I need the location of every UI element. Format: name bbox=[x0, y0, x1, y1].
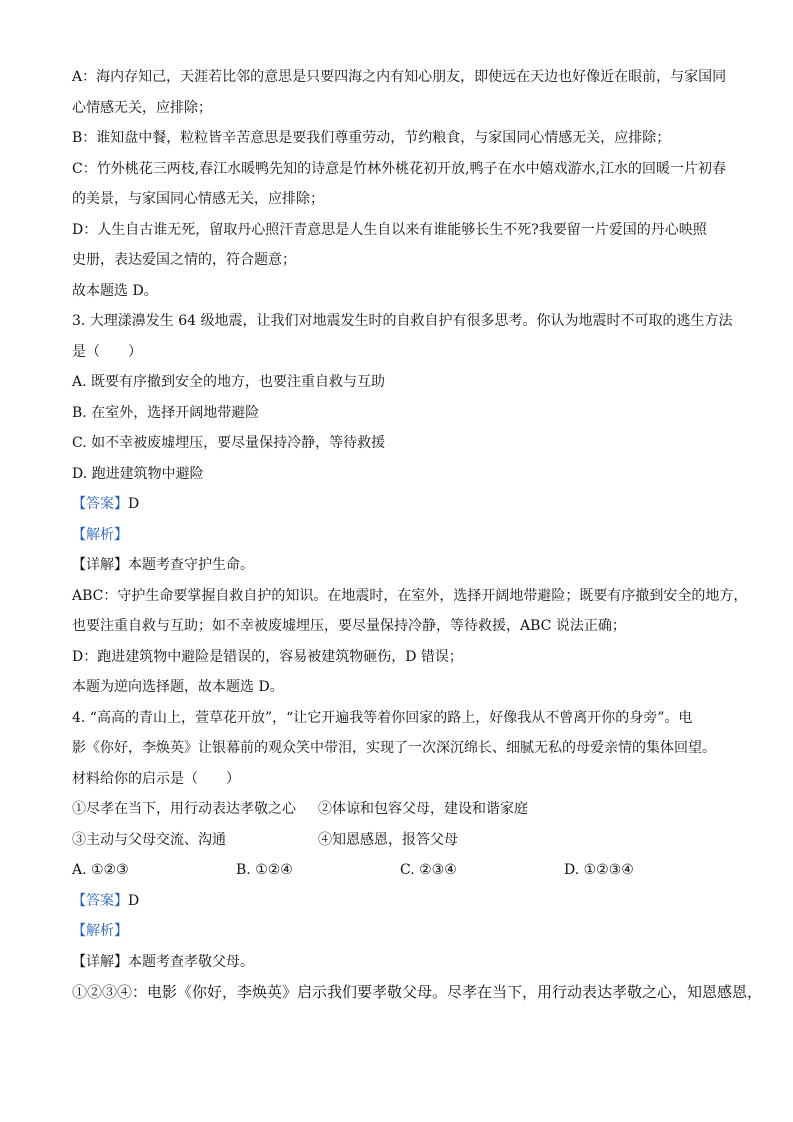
explain-line: ABC：守护生命要掌握自救自护的知识。在地震时，在室外，选择开阔地带避险；既要有序撤到安全的地方， bbox=[72, 587, 748, 604]
text-line: 的美景，与家国同心情感无关，应排除； bbox=[72, 191, 324, 207]
statement-1: ①尽孝在当下，用行动表达孝敬之心 bbox=[72, 801, 296, 817]
analysis-label: 【解析】 bbox=[72, 923, 128, 939]
answer-line bbox=[72, 886, 724, 917]
answer-line bbox=[72, 489, 724, 520]
choice-a: A. ①②③ bbox=[72, 862, 129, 878]
answer-value: D bbox=[128, 892, 140, 909]
text-line: A：海内存知己，天涯若比邻的意思是只要四海之内有知心朋友，即使远在天边也好像近在眼前，与家国同 bbox=[72, 69, 727, 85]
text-line: 心情感无关，应排除； bbox=[72, 99, 212, 116]
choice-row bbox=[72, 855, 724, 886]
question-stem: 是（ ） bbox=[72, 343, 142, 360]
option-d: D. 跑进建筑物中避险 bbox=[72, 465, 204, 482]
statement-row bbox=[72, 794, 724, 825]
explain-line: 也要注重自救与互助；如不幸被废墟埋压，要尽量保持冷静，等待救援，ABC 说法正确； bbox=[72, 618, 626, 634]
explain-line: 本题为逆向选择题，故本题选 D。 bbox=[72, 679, 284, 695]
question-stem: 材料给你的启示是（ ） bbox=[72, 770, 240, 787]
text-line: 故本题选 D。 bbox=[72, 282, 158, 299]
explain-line: D：跑进建筑物中避险是错误的，容易被建筑物砸伤，D 错误； bbox=[72, 648, 463, 665]
choice-d: D. ①②③④ bbox=[564, 862, 634, 878]
explain-line: ①②③④：电影《你好，李焕英》启示我们要孝敬父母。尽孝在当下，用行动表达孝敬之心，知恩感恩， bbox=[72, 983, 763, 1001]
statement-3: ③主动与父母交流、沟通 bbox=[72, 831, 226, 848]
text-line: 史册，表达爱国之情的，符合题意； bbox=[72, 252, 296, 268]
choice-c: C. ②③④ bbox=[400, 862, 457, 878]
analysis-label: 【解析】 bbox=[72, 526, 128, 543]
detail-line: 【详解】本题考查孝敬父母。 bbox=[72, 953, 254, 970]
text-line: B：谁知盘中餐，粒粒皆辛苦意思是要我们尊重劳动，节约粮食，与家国同心情感无关，应排除； bbox=[72, 130, 671, 146]
answer-value: D bbox=[128, 496, 140, 512]
document-page bbox=[72, 62, 763, 1008]
question-stem: 4. “高高的青山上，萱草花开放”，“让它开遍我等着你回家的路上，好像我从不曾离开你的身旁”。电 bbox=[72, 709, 693, 726]
statement-2: ②体谅和包容父母，建设和谐家庭 bbox=[318, 801, 528, 817]
option-b: B. 在室外，选择开阔地带避险 bbox=[72, 404, 260, 421]
choice-b: B. ①②④ bbox=[236, 862, 293, 878]
option-a: A. 既要有序撤到安全的地方，也要注重自救与互助 bbox=[72, 374, 386, 390]
answer-label: 【答案】 bbox=[72, 892, 128, 909]
text-line: C：竹外桃花三两枝,春江水暖鸭先知的诗意是竹林外桃花初开放,鸭子在水中嬉戏游水,江水的回暖一片初春 bbox=[72, 160, 727, 177]
question-3 bbox=[72, 306, 748, 703]
question-stem: 3. 大理漾濞发生 64 级地震，让我们对地震发生时的自救自护有很多思考。你认为地震时不可取的逃生方法 bbox=[72, 313, 733, 329]
detail-line: 【详解】本题考查守护生命。 bbox=[72, 557, 254, 573]
answer-label: 【答案】 bbox=[72, 496, 128, 512]
question-4 bbox=[72, 703, 763, 1008]
question-stem: 影《你好，李焕英》让银幕前的观众笑中带泪，实现了一次深沉绵长、细腻无私的母爱亲情的集体回望。 bbox=[72, 740, 716, 756]
statement-4: ④知恩感恩，报答父母 bbox=[318, 831, 458, 848]
text-line: D：人生自古谁无死，留取丹心照汗青意思是人生自以来有谁能够长生不死?我要留一片爱国的丹心映照 bbox=[72, 221, 707, 238]
option-c: C. 如不幸被废墟埋压，要尽量保持冷静，等待救援 bbox=[72, 435, 386, 451]
statement-row bbox=[72, 825, 724, 856]
